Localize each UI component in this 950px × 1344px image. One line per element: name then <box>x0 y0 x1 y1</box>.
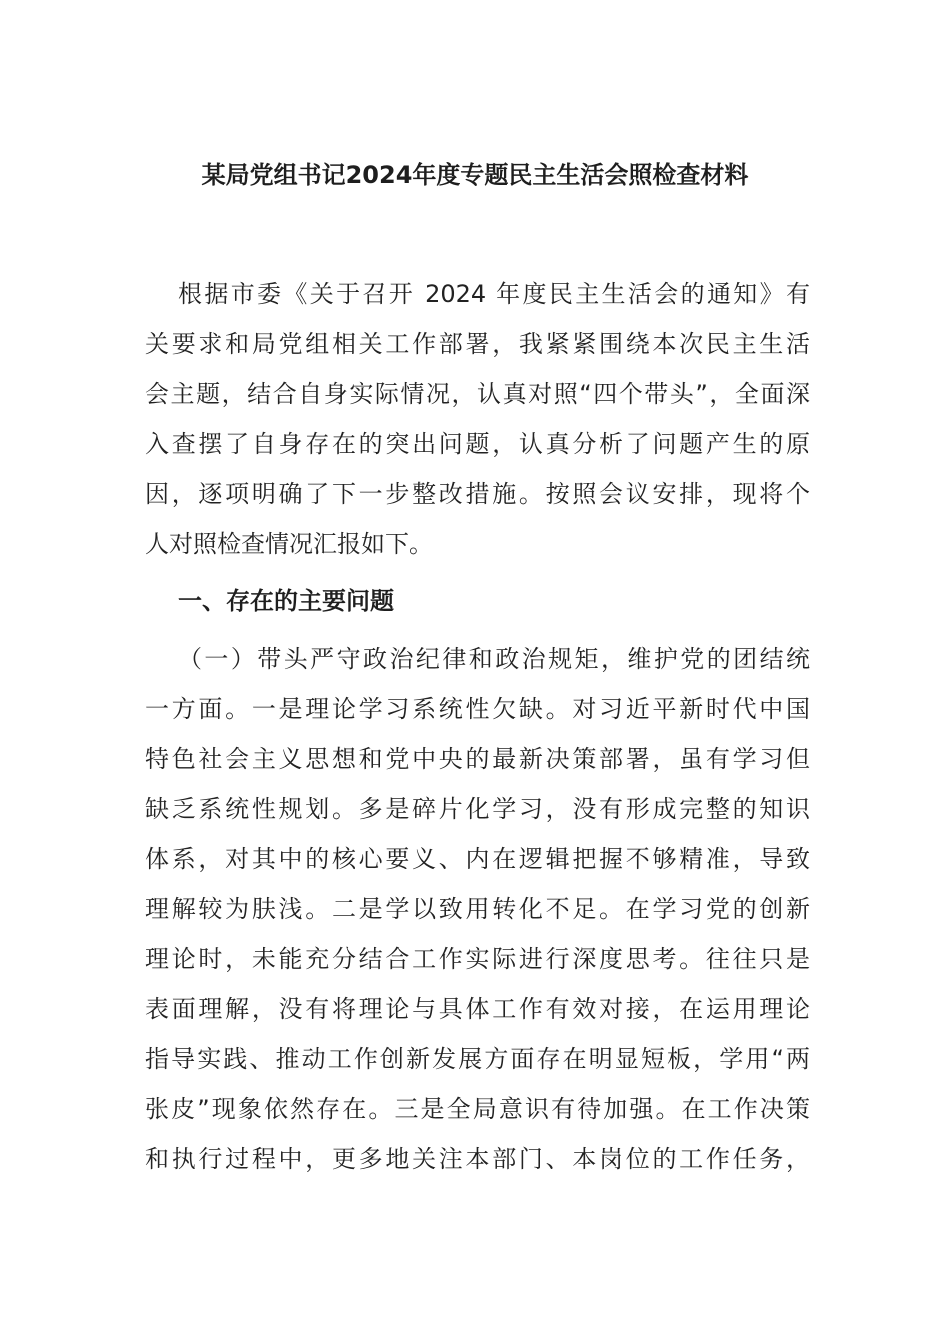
intro-line-5: 因，逐项明确了下一步整改措施。按照会议安排，现将个 <box>145 480 810 508</box>
intro-line-4: 入查摆了自身存在的突出问题，认真分析了问题产生的原 <box>145 430 810 458</box>
body-line-4: 缺乏系统性规划。多是碎片化学习，没有形成完整的知识 <box>145 795 810 823</box>
body-line-2: 一方面。一是理论学习系统性欠缺。对习近平新时代中国 <box>145 695 810 723</box>
body-line-5: 体系，对其中的核心要义、内在逻辑把握不够精准，导致 <box>145 845 810 873</box>
body-line-3: 特色社会主义思想和党中央的最新决策部署，虽有学习但 <box>145 745 810 773</box>
body-line-8: 表面理解，没有将理论与具体工作有效对接，在运用理论 <box>145 995 810 1023</box>
intro-line-3: 会主题，结合自身实际情况，认真对照“四个带头”，全面深 <box>145 380 810 408</box>
section-heading: 一、存在的主要问题 <box>178 587 394 615</box>
body-line-1: （一）带头严守政治纪律和政治规矩，维护党的团结统 <box>178 645 810 673</box>
intro-line-1: 根据市委《关于召开 2024 年度民主生活会的通知》有 <box>178 280 810 308</box>
body-line-11: 和执行过程中，更多地关注本部门、本岗位的工作任务， <box>145 1145 810 1173</box>
body-line-7: 理论时，未能充分结合工作实际进行深度思考。往往只是 <box>145 945 810 973</box>
document-title: 某局党组书记2024年度专题民主生活会照检查材料 <box>201 161 749 189</box>
body-line-9: 指导实践、推动工作创新发展方面存在明显短板，学用“两 <box>145 1045 810 1073</box>
intro-line-6: 人对照检查情况汇报如下。 <box>145 530 433 558</box>
body-line-6: 理解较为肤浅。二是学以致用转化不足。在学习党的创新 <box>145 895 810 923</box>
intro-line-2: 关要求和局党组相关工作部署，我紧紧围绕本次民主生活 <box>145 330 810 358</box>
body-line-10: 张皮”现象依然存在。三是全局意识有待加强。在工作决策 <box>145 1095 810 1123</box>
